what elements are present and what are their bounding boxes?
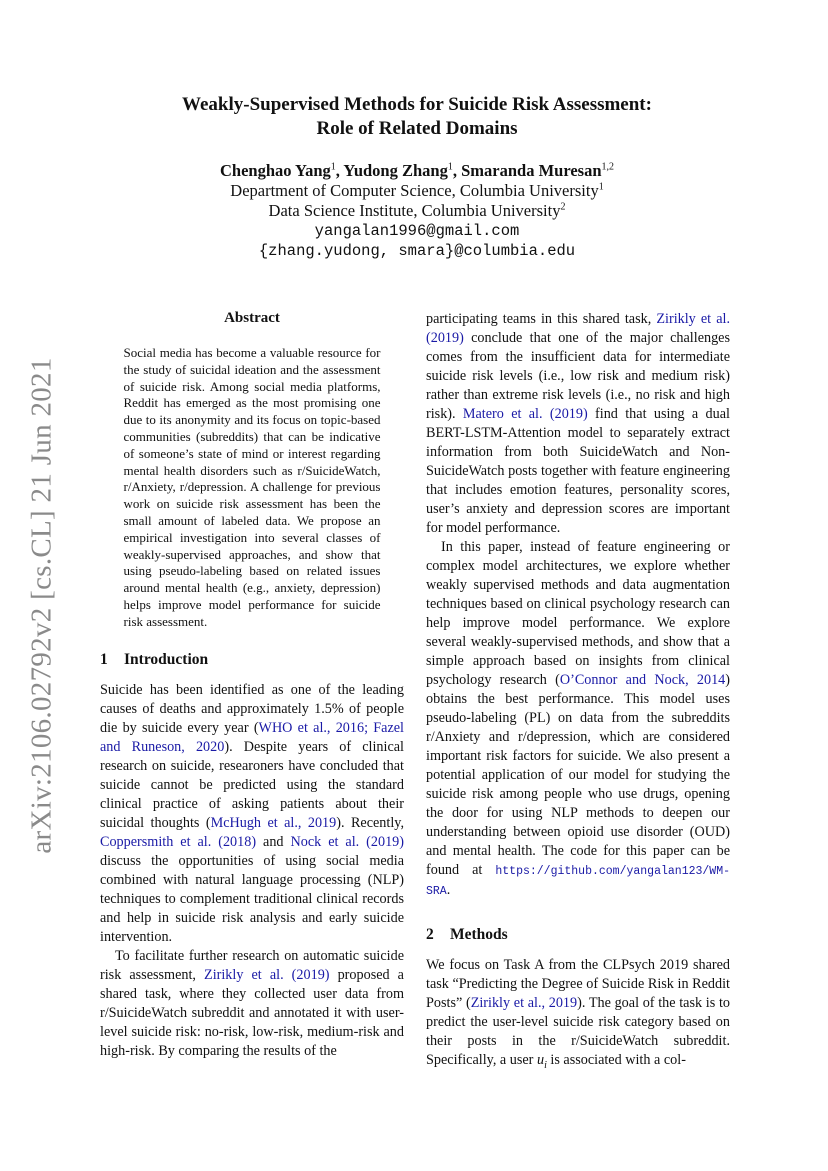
abstract-body: Social media has become a valuable resource for the study of suicidal ideation and the assessment of suicide risk. Among social media platforms, Reddit has emerged as the most promising one due to its anonymity and its focus on topic-based communities (subreddits) that can be indicative of someone’s state of mind or interest regarding mental health disorders such as r/SuicideWatch, r/Anxiety, r/depression. A challenge for previous work on suicide risk assessment has been the small amount of labeled data. We propose an empirical investigation into several classes of weakly-supervised approaches, and show that using pseudo-labeling based on related issues around mental health (e.g., anxiety, depression) helps improve model performance for suicide risk assessment. bbox=[123, 345, 381, 629]
citation-link[interactable]: Matero et al. (2019) bbox=[462, 406, 588, 422]
email-2[interactable]: {zhang.yudong, smara}@columbia.edu bbox=[258, 242, 576, 260]
math-var: u bbox=[536, 1052, 545, 1068]
citation-link[interactable]: Zirikly et al. (2019) bbox=[204, 966, 330, 983]
abstract-heading: Abstract bbox=[224, 310, 280, 326]
citation-link[interactable]: Zirikly et al., 2019 bbox=[470, 995, 578, 1011]
author-name: Yudong Zhang bbox=[343, 161, 448, 180]
methods-paragraph-1: We focus on Task A from the CLPsych 2019 shared task “Predicting the Degree of Suicide Risk in Reddit Posts” (Zirikly et al., 2019). The goal of the task is to predict the user-level suicide risk category based on their posts in the r/SuicideWatch subreddit. Specifically, a user $u_i$ is associated with a col- bbox=[426, 957, 730, 1071]
title-line-1: Weakly-Supervised Methods for Suicide Risk Assessment: bbox=[182, 94, 652, 115]
paper-header bbox=[100, 93, 734, 261]
left-column bbox=[100, 308, 404, 1061]
math-subscript: i bbox=[544, 1059, 547, 1071]
section-number: 1 bbox=[100, 650, 108, 668]
arxiv-identifier-text: arXiv:2106.02792v2 [cs.CL] 21 Jun 2021 bbox=[25, 356, 58, 854]
affiliation-2: Data Science Institute, Columbia University$^2$ bbox=[268, 201, 566, 220]
intro-paragraph-1: Suicide has been identified as one of the leading causes of deaths and approximately 1.5% of people die by suicide every year (WHO et al., 2016; Fazel and Runeson, 2020). Despite years of clinical research on suicide, researoners have concluded that suicide cannot be predicted using the standard clinical practice of asking patients about their suicidal thoughts (McHugh et al., 2019). Recently, Coppersmith et al. (2018) and Nock et al. (2019) discuss the opportunities of using social media combined with natural language processing (NLP) techniques to complement traditional clinical records and help in suicide risk analysis and early suicide intervention. bbox=[100, 681, 404, 945]
author-affil-mark: 1 bbox=[447, 161, 453, 173]
citation-link[interactable]: WHO et al., 2016; Fazel and Runeson, 2020 bbox=[100, 719, 404, 755]
section-heading-methods bbox=[426, 925, 730, 945]
paper-title bbox=[100, 93, 734, 141]
intro-paragraph-2: To facilitate further research on automatic suicide risk assessment, Zirikly et al. (2019) proposed a shared task, where they collected user data from r/SuicideWatch subreddit and annotated it with user-level suicide risk: no-risk, low-risk, medium-risk and high-risk. By comparing the results of the bbox=[100, 947, 404, 1059]
author-name: Smaranda Muresan bbox=[461, 161, 602, 180]
citation-link[interactable]: O’Connor and Nock, 2014 bbox=[559, 672, 726, 688]
section-heading-introduction bbox=[100, 650, 404, 670]
author-name: Chenghao Yang bbox=[219, 161, 331, 180]
intro-paragraph-3: participating teams in this shared task, Zirikly et al. (2019) conclude that one of the major challenges comes from the insufficient data for intermediate suicide risk levels (i.e., low risk and medium risk) rather than extreme risk levels (i.e., no risk and high risk). Matero et al. (2019) find that using a dual BERT-LSTM-Attention model to separately extract information from both SuicideWatch and Non-SuicideWatch posts together with feature engineering that includes emotion features, personality scores, user’s anxiety and depression scores are important for model performance. bbox=[426, 311, 730, 536]
section-title: Methods bbox=[450, 926, 508, 943]
citation-link[interactable]: Nock et al. (2019) bbox=[290, 833, 404, 850]
section-title: Introduction bbox=[124, 650, 209, 668]
citation-link[interactable]: Zirikly et al. (2019) bbox=[426, 311, 730, 346]
citation-link[interactable]: Coppersmith et al. (2018) bbox=[100, 833, 257, 850]
citation-link[interactable]: McHugh et al., 2019 bbox=[210, 814, 337, 831]
arxiv-identifier bbox=[20, 355, 64, 855]
author-affil-mark: 1,2 bbox=[601, 161, 615, 173]
code-url-link[interactable]: https://github.com/yangalan123/WM-SRA bbox=[426, 865, 730, 898]
affiliation-1: Department of Computer Science, Columbia University$^1$ bbox=[230, 181, 604, 200]
author-affil-mark: 1 bbox=[330, 161, 336, 173]
right-column bbox=[426, 310, 730, 1075]
email-1[interactable]: yangalan1996@gmail.com bbox=[314, 222, 520, 240]
section-number: 2 bbox=[426, 926, 434, 943]
author-list: Chenghao Yang$^1$, Yudong Zhang$^1$, Smaranda Muresan$^{1,2}$ bbox=[219, 161, 615, 180]
title-line-2: Role of Related Domains bbox=[316, 118, 518, 139]
intro-paragraph-4: In this paper, instead of feature engineering or complex model architectures, we explore whether weakly supervised methods and data augmentation techniques based on clinical psychology research can help improve model performance. We explore several weakly-supervised methods, and show that a simple approach based on insights from clinical psychology research (O’Connor and Nock, 2014) obtains the best performance. This model uses pseudo-labeling (PL) on data from the subreddits r/Anxiety and r/depression, which are considered important risk factors for suicide. We also present a potential application of our model for studying the suicide risk among people who use drugs, opening the door for using NLP methods to deepen our understanding between opioid use disorder (OUD) and mental health. The code for this paper can be found at https://github.com/yangalan123/WM-SRA. bbox=[426, 539, 730, 898]
